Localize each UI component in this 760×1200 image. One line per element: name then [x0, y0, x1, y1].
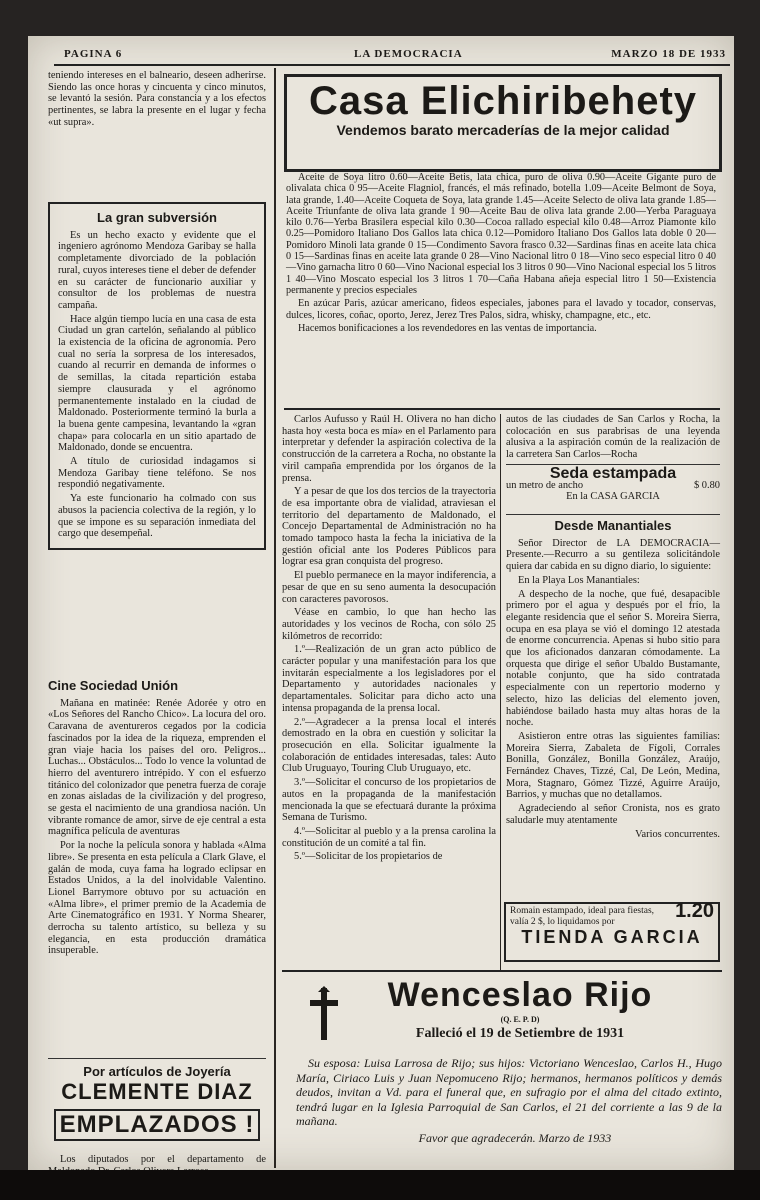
casa-bottom-rule	[284, 408, 720, 410]
manantiales-para-5: Agradeciendo al señor Cronista, nos es grato saludarle muy atentamente	[506, 803, 720, 826]
newspaper-page	[28, 36, 734, 1170]
subversion-title: La gran subversión	[97, 210, 217, 225]
manantiales-signature: Varios concurrentes.	[635, 828, 720, 840]
casa-price-list	[286, 172, 716, 336]
manantiales-para-3: A despecho de la noche, que fué, desapacible primero por el agua y después por el frío, la elegante residencia que el señor S. Moreira Sierra, ocupa en esa playa se vió el domingo 12 atestada de enorme concurrencia. Apenas si hubo sitio para que los aficionados danzaran cómodamente. La orquesta que dirige el señor Ubaldo Bustamante, notable conjunto, que ha sido contratada especialmente con un repertorio moderno y selecto, hizo las delicias del elemento joven, habiéndose bailado hasta muy altas horas de la noche.	[506, 588, 720, 729]
obituary-notice	[318, 976, 722, 1048]
continuation-para: autos de las ciudades de San Carlos y Rocha, la colocación en sus parabrisas de una leyenda alusiva a la aspiración común de la realización de la carretera San Carlos—Rocha	[506, 414, 720, 461]
joyeria-ad	[48, 1064, 266, 1141]
subversion-para-4: Ya este funcionario ha colmado con sus abusos la paciencia colectiva de la región, y lo que se impone es su separación inmediata del cargo que desempeñal.	[58, 493, 256, 540]
seda-line: un metro de ancho	[506, 479, 584, 491]
subversion-para-1: Es un hecho exacto y evidente que el ingeniero agrónomo Mendoza Garibay se halla completamente divorciado de la población rural, cuyos intereses tiene el deber de defender en su carácter de funcionario auxiliar y consultor de los problemas de nuestra campaña.	[58, 229, 256, 311]
carretera-para-3: El pueblo permanece en la mayor indiferencia, a pesar de que en su seno aumenta la desocupación con caracteres pavorosos.	[282, 570, 496, 605]
carretera-para-9: 5.º—Solicitar de los propietarios de	[294, 851, 443, 863]
footer-text	[48, 1154, 266, 1168]
page-number: PAGINA 6	[64, 48, 123, 60]
footer-paragraph: Los diputados por el departamento de	[60, 1154, 266, 1165]
romain-price: 1.20	[675, 900, 714, 922]
seda-price: $ 0.80	[694, 479, 720, 491]
carretera-para-4: Véase en cambio, lo que han hecho las autoridades y los vecinos de Rocha, con sólo 25 kilómetros de recorrido:	[282, 607, 496, 642]
manantiales-title: Desde Manantiales	[554, 518, 672, 533]
obituary-body	[296, 1056, 722, 1170]
casa-name: Casa Elichiribehety	[308, 79, 698, 123]
casa-body-3: Hacemos bonificaciones a los revendedores en las ventas de importancia.	[298, 322, 597, 334]
issue-date: MARZO 18 DE 1933	[611, 48, 726, 60]
cine-para-1: Mañana en matinée: Renée Adorée y otro en «Los Señores del Rancho Chico». La locura del oro. Caravana de aventureros cegados por la codicia fascinados por la idea de la riqueza, emprenden el gran viaje hacia los países del oro. Peligros... Luchas... Obstáculos... Todo lo vence la voluntad de hierro del aventurero intrépido. Y con el esfuerzo titánico del colonizador que penetra fuerza de coraje en zonas aisladas de la civilización y del progreso, se gesta el nacimiento de una grandiosa nación. Un vibrante romance de amor, sirve de eje central a esta magnífica película de aventuras	[48, 697, 266, 838]
casa-body-2: En azúcar Paris, azúcar americano, fideos especiales, jabones para el lavado y tocador, conservas, dulces, licores, coñac, oporto, Jerez, Jerez Tres Palos, sidra, whisky, champagne, etc., etc.	[286, 298, 716, 321]
carretera-para-5: 1.º—Realización de un gran acto público de carácter popular y una manifestación para los que invitarán especialmente a los legisladores por el Departamento y autoridades nacionales y departamentales. Solicitar para dicho acto una intensa propaganda de la prensa local.	[282, 644, 496, 714]
obituary-rip: (Q. E. P. D)	[500, 1015, 540, 1024]
column-divider	[274, 68, 276, 1168]
page-header	[54, 44, 726, 66]
carretera-para-8: 4.º—Solicitar al pueblo y a la prensa carolina la constitución de un comité a tal fin.	[282, 825, 496, 849]
intro-paragraph: teniendo intereses en el balneario, deseen adherirse. Siendo las once horas y cincuenta y cinco minutos, se levantó la sesión. Para constancia y a los efectos pertinentes, se labra la presente en el lugar y fecha «ut supra».	[48, 70, 266, 128]
obituary-rule	[282, 970, 722, 972]
subversion-para-2: Hace algún tiempo lucía en una casa de esta Ciudad un gran cartelón, señalando al público la existencia de la oficina de agronomía. Pero cual no sería la sorpresa de los interesados, cuando al recurrir en demanda de informes o de semillas, la citada repartición estaba siempre clausurada y el agrónomo permanentemente instalado en la ciudad de Maldonado. Posteriormente terminó la burla a la buena gente campesina, levantando la «gran chapa» para colocarla en un sitio apartado de Maldonado, donde se encuentra.	[58, 313, 256, 454]
manantiales-article	[506, 518, 720, 898]
joyeria-line-3: EMPLAZADOS !	[54, 1109, 260, 1141]
seda-title: Seda estampada	[549, 465, 677, 482]
obituary-tail: Favor que agradecerán. Marzo de 1933	[418, 1130, 612, 1145]
casa-body: Aceite de Soya litro 0.60—Aceite Betis, lata chica, puro de oliva 0.90—Aceite Gigante puro de olivalata chica 0 95—Aceite Flagniol, francés, el más refinado, botella 1.09—Aceite Belmont de Soya, lata grande, 1.40—Aceite Coqueta de Soya, lata grande 1.45—Aceite Selecto de oliva lata grande 1.85—Aceite Triunfante de oliva lata grande 1 90—Aceite Bau de oliva lata grande 2.00—Yerba Paraguaya kilo 0.76—Yerba Brasilera especial kilo 0.30—Cocoa rallado especial kilo 0.48—Arroz Piamonte kilo 0.25—Pomidoro Italiano Dos Gallos lata chica 0.12—Pomidoro Italiano Dos Gallos lata doble 0 20—Pomidoro Minoli lata grande 0 15—Condimento Savora frasco 0.32—Sardinas finas en aceite lata chica 0 15—Sardinas finas en aceite lata grande 0 28—Vino Nacional litro 0 18—Vino seco especial litro 0 40—Vino garnacha litro 0 60—Vino Nacional especial los 3 litros 0 90—Vino Nacional especial los 5 litros 1 40—Vino Moscato especial los 3 litros 1 70—Caña Habana añeja especial litro 1 50—Existencia permanente y precios especiales	[286, 172, 716, 296]
joyeria-line-1: Por artículos de Joyería	[83, 1064, 231, 1079]
photo-shadow	[0, 1170, 760, 1200]
manantiales-para-2: En la Playa Los Manantiales:	[518, 574, 640, 586]
obituary-name: Wenceslao Rijo	[387, 976, 653, 1014]
casa-ad-banner	[284, 74, 722, 172]
seda-bottom-rule	[506, 514, 720, 515]
joyeria-line-2: CLEMENTE DIAZ	[61, 1079, 253, 1104]
carretera-para-1: Carlos Aufusso y Raúl H. Olivera no han dicho hasta hoy «esta boca es mía» en el Parlamento para interpretar y defender la aspiración colectiva de la construcción de la carretera a Rocha, no obstante la viril campaña emprendida por los órganos de la prensa.	[282, 414, 496, 484]
manantiales-para-4: Asistieron entre otras las siguientes familias: Moreira Sierra, Zabaleta de Fígoli, Corrales Bonilla, González, Bonilla González, Araújo, Fernández Chaves, Tizzé, Cal, De León, Medina, Mora, Stagnaro, Gómez Tizzé, Aguirre Araújo, Barrios, y muchas que no detallamos.	[506, 730, 720, 801]
obituary-died: Falleció el 19 de Setiembre de 1931	[415, 1026, 625, 1041]
seda-store: En la CASA GARCIA	[566, 491, 660, 503]
carretera-para-6: 2.º—Agradecer a la prensa local el interés demostrado en la obra en cuestión y solicitar la prosecución en ella. Solicitar igualmente la colaboración de entidades interesadas, tales: Auto Club Uruguayo, Touring Club Uruguayo, etc.	[282, 716, 496, 775]
carretera-article	[282, 414, 496, 968]
carretera-para-7: 3.º—Solicitar el concurso de los propietarios de autos en la propaganda de la manifestación mencionada la que se efectuará durante la próxima Semana de Turismo.	[282, 777, 496, 824]
cine-title: Cine Sociedad Unión	[48, 678, 179, 693]
subversion-box	[48, 202, 266, 550]
seda-ad	[506, 465, 720, 503]
joyeria-rule	[48, 1058, 266, 1059]
middle-divider	[500, 414, 501, 970]
intro-text	[48, 70, 266, 131]
subversion-para-3: A título de curiosidad indagamos si Mendoza Garibay tiene teléfono. Se nos respondió negativamente.	[58, 456, 256, 491]
header-rule	[54, 64, 730, 66]
cine-para-2: Por la noche la película sonora y hablada «Alma libre». Se presenta en esta película a Clark Glave, el galán de moda, cuya fama ha logrado eclipsar en Estados Unidos, a la del inolvidable Valentino. Lionel Barrymore obtuvo por su actuación en «Alma libre», el primer premio de la Academia de Arte Cinematográfico en 1931. Y Norma Shearer, derrocha su talento artístico, su belleza y su elegancia, en esta producción dramática insuperable.	[48, 840, 266, 957]
casa-tagline: Vendemos barato mercaderías de la mejor calidad	[336, 122, 670, 138]
romain-text: Romain estampado, ideal para fiestas, valía 2 $, lo liquidamos por	[510, 906, 655, 927]
romain-store: TIENDA GARCIA	[521, 927, 703, 947]
obituary-text: Su esposa: Luisa Larrosa de Rijo; sus hijos: Victoriano Wenceslao, Carlos H., Hugo María, Ciriaco Luis y Juan Nepomuceno Rijo; hermanos, hermanos políticos y demás deudos, invitan a Vd. para el funeral que, en sufragio por el alma del citado extinto, tendrá lugar en la Iglesia Parroquial de San Carlos, el 21 del corriente a las 9 de la mañana.	[296, 1056, 722, 1128]
newspaper-name: LA DEMOCRACIA	[354, 48, 463, 60]
carretera-continuation	[506, 414, 720, 463]
cine-article	[48, 678, 266, 959]
romain-ad	[504, 902, 720, 962]
carretera-para-2: Y a pesar de que los dos tercios de la trayectoria de esa importante obra de vialidad, atraviesan el territorio del departamento de Maldonado, el Concejo Departamental de Administración no ha tomado tampoco hasta la fecha la iniciativa de la gestión oficial ante los Poderes Públicos para lograr esa gran conquista del progreso.	[282, 486, 496, 568]
manantiales-para-1: Señor Director de LA DEMOCRACIA—Presente.—Recurro a su gentileza solicitándole quiera dar cabida en su digno diario, lo siguiente:	[506, 537, 720, 573]
